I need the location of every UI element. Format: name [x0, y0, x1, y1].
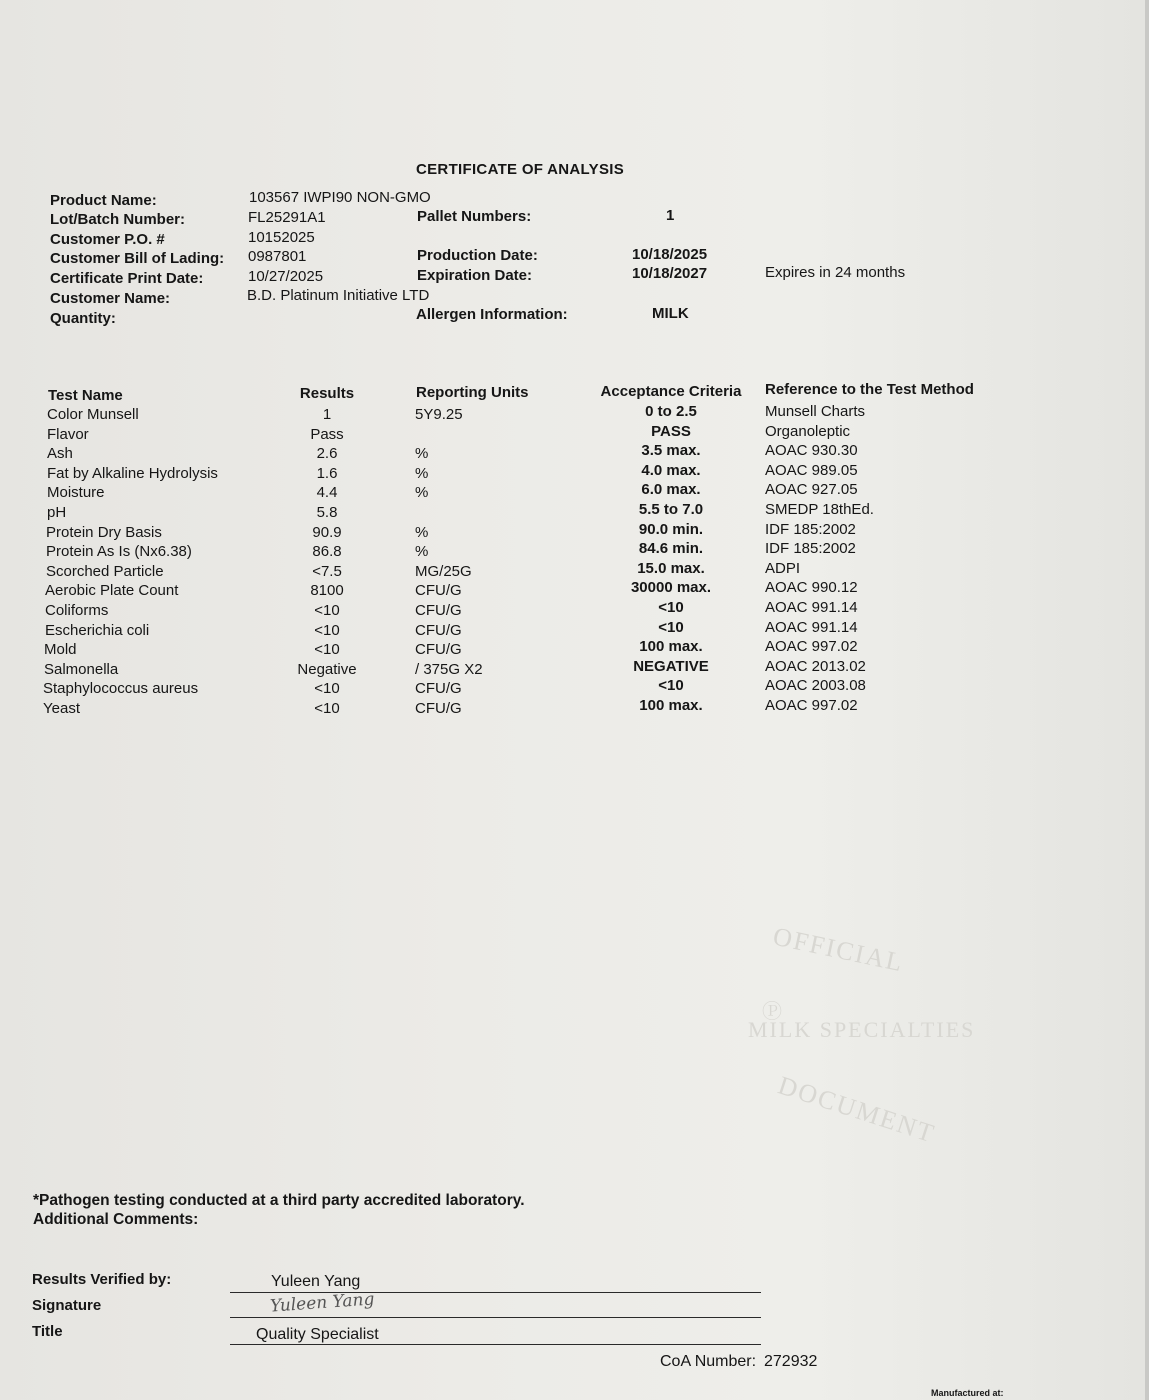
title-label: Title — [32, 1323, 63, 1340]
row-test-name: Fat by Alkaline Hydrolysis — [47, 464, 218, 482]
row-result: 1 — [322, 406, 332, 423]
row-unit: CFU/G — [415, 602, 462, 619]
row-criteria: <10 — [658, 618, 684, 636]
row-criteria: <10 — [658, 599, 684, 616]
manufactured-at-label: Manufactured at: — [931, 1388, 1004, 1398]
row-method: Munsell Charts — [765, 403, 866, 420]
production-date-label: Production Date: — [417, 247, 538, 264]
row-result: 86.8 — [312, 543, 342, 561]
row-criteria: 5.5 to 7.0 — [638, 501, 704, 518]
row-unit: / 375G X2 — [415, 660, 483, 678]
pallet-numbers-label: Pallet Numbers: — [417, 208, 532, 225]
col-header-units: Reporting Units — [416, 384, 529, 401]
row-method: AOAC 991.14 — [765, 599, 858, 616]
paper-edge — [1145, 0, 1149, 1400]
row-unit: CFU/G — [415, 641, 462, 659]
row-result: <10 — [314, 680, 340, 698]
row-test-name: Scorched Particle — [46, 562, 164, 580]
row-unit: % — [415, 523, 429, 541]
row-unit: % — [415, 464, 429, 482]
row-criteria: 90.0 min. — [638, 520, 704, 538]
customer-name-value: B.D. Platinum Initiative LTD — [247, 287, 430, 304]
expires-note: Expires in 24 months — [765, 264, 906, 281]
stamp-line-3: DOCUMENT — [774, 1070, 939, 1149]
row-result: <7.5 — [312, 562, 342, 580]
signature-label: Signature — [32, 1297, 102, 1314]
production-date-value: 10/18/2025 — [632, 246, 708, 263]
title-line — [230, 1344, 761, 1345]
row-test-name: Salmonella — [44, 660, 119, 678]
product-name-label: Product Name: — [50, 192, 157, 209]
bill-of-lading-label: Customer Bill of Lading: — [50, 250, 225, 267]
allergen-label: Allergen Information: — [416, 306, 568, 323]
verified-by-name: Yuleen Yang — [271, 1273, 361, 1290]
row-method: AOAC 927.05 — [765, 481, 858, 499]
row-criteria: 4.0 max. — [641, 461, 701, 479]
row-result: <10 — [314, 602, 340, 619]
row-test-name: Escherichia coli — [45, 621, 150, 639]
print-date-label: Certificate Print Date: — [50, 270, 204, 287]
row-unit: CFU/G — [415, 700, 462, 717]
row-unit: % — [415, 543, 429, 561]
customer-name-label: Customer Name: — [50, 290, 171, 307]
row-criteria: <10 — [658, 677, 684, 695]
customer-po-value: 10152025 — [248, 229, 315, 246]
lot-batch-value: FL25291A1 — [248, 209, 326, 226]
row-criteria: 30000 max. — [630, 579, 712, 597]
row-test-name: Aerobic Plate Count — [45, 582, 179, 600]
row-result: <10 — [314, 700, 340, 717]
pallet-numbers-value: 1 — [666, 207, 675, 224]
lot-batch-label: Lot/Batch Number: — [50, 211, 185, 228]
row-method: AOAC 930.30 — [765, 442, 858, 460]
row-method: SMEDP 18thEd. — [765, 501, 874, 518]
allergen-value: MILK — [652, 305, 689, 322]
row-criteria: 0 to 2.5 — [645, 403, 697, 420]
row-test-name: Yeast — [43, 700, 80, 717]
signature-image: Yuleen Yang — [269, 1289, 376, 1317]
row-criteria: NEGATIVE — [633, 657, 709, 675]
row-method: AOAC 997.02 — [765, 638, 858, 656]
row-result: <10 — [314, 621, 340, 639]
row-method: IDF 185:2002 — [765, 540, 856, 558]
coa-number-value: 272932 — [764, 1353, 818, 1370]
col-header-method: Reference to the Test Method — [765, 381, 974, 398]
row-test-name: Flavor — [47, 425, 89, 443]
col-header-criteria: Acceptance Criteria — [600, 383, 742, 400]
row-unit: CFU/G — [415, 582, 462, 600]
row-criteria: 84.6 min. — [638, 540, 704, 558]
row-unit: 5Y9.25 — [415, 406, 463, 423]
row-unit: % — [415, 445, 429, 463]
row-method: IDF 185:2002 — [765, 520, 856, 538]
col-header-test-name: Test Name — [48, 387, 123, 404]
row-method: AOAC 2003.08 — [765, 677, 866, 695]
row-result: 2.6 — [316, 445, 338, 463]
row-result: 4.4 — [316, 484, 338, 502]
verified-by-label: Results Verified by: — [32, 1271, 172, 1288]
stamp-line-2: MILK SPECIALTIES — [748, 1017, 976, 1042]
title-value: Quality Specialist — [256, 1326, 379, 1343]
row-criteria: 100 max. — [639, 638, 703, 656]
row-result: 5.8 — [316, 504, 338, 521]
row-method: AOAC 997.02 — [765, 697, 858, 714]
row-result: Negative — [297, 660, 357, 678]
expiration-date-value: 10/18/2027 — [632, 265, 708, 282]
row-method: AOAC 990.12 — [765, 579, 858, 597]
row-criteria: 15.0 max. — [637, 559, 705, 577]
row-result: 8100 — [310, 582, 344, 600]
row-result: Pass — [310, 425, 344, 443]
expiration-date-label: Expiration Date: — [417, 267, 533, 284]
row-unit: CFU/G — [415, 621, 462, 639]
pathogen-note: *Pathogen testing conducted at a third party accredited laboratory. — [33, 1192, 525, 1209]
row-result: 1.6 — [316, 464, 338, 482]
row-unit: CFU/G — [415, 680, 462, 698]
stamp-registered-icon: Ⓟ — [762, 1001, 784, 1023]
row-test-name: pH — [47, 504, 67, 521]
print-date-value: 10/27/2025 — [248, 268, 324, 285]
stamp-line-1: OFFICIAL — [770, 921, 907, 978]
row-criteria: 3.5 max. — [641, 442, 701, 460]
bill-of-lading-value: 0987801 — [248, 248, 307, 265]
row-test-name: Mold — [44, 641, 77, 659]
row-test-name: Staphylococcus aureus — [43, 680, 199, 698]
row-unit: MG/25G — [415, 562, 472, 580]
row-method: Organoleptic — [765, 422, 851, 440]
additional-comments-label: Additional Comments: — [33, 1211, 199, 1228]
row-test-name: Ash — [47, 445, 73, 463]
row-result: <10 — [314, 641, 340, 659]
coa-number-label: CoA Number: — [660, 1353, 757, 1370]
row-method: AOAC 2013.02 — [765, 657, 866, 675]
row-criteria: 6.0 max. — [641, 481, 701, 499]
row-test-name: Protein As Is (Nx6.38) — [46, 543, 192, 561]
col-header-results: Results — [299, 385, 355, 402]
row-method: AOAC 989.05 — [765, 461, 858, 479]
document-title: CERTIFICATE OF ANALYSIS — [416, 161, 625, 178]
row-result: 90.9 — [312, 523, 342, 541]
quantity-label: Quantity: — [50, 310, 116, 327]
row-criteria: 100 max. — [639, 697, 703, 714]
row-test-name: Protein Dry Basis — [46, 523, 162, 541]
row-test-name: Color Munsell — [47, 406, 139, 423]
row-criteria: PASS — [651, 422, 691, 440]
row-test-name: Moisture — [47, 484, 105, 502]
product-name-value: 103567 IWPI90 NON-GMO — [249, 189, 431, 206]
row-test-name: Coliforms — [45, 602, 109, 619]
signature-line — [230, 1317, 761, 1318]
row-unit: % — [415, 484, 429, 502]
row-method: AOAC 991.14 — [765, 618, 858, 636]
customer-po-label: Customer P.O. # — [50, 231, 165, 248]
row-method: ADPI — [765, 559, 801, 577]
